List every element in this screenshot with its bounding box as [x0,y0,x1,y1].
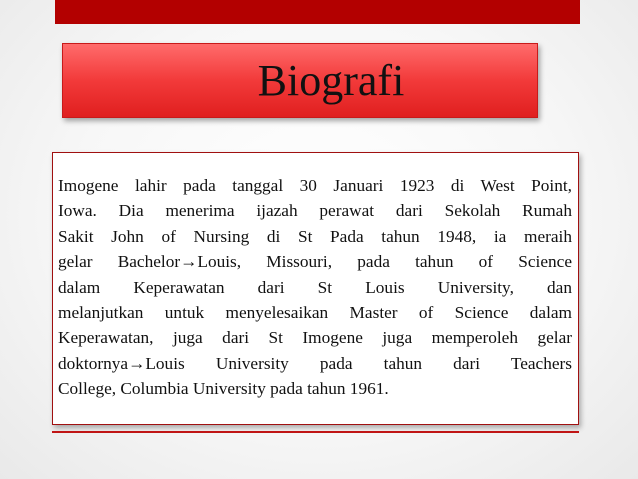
paragraph-line: Imogene lahir pada tanggal 30 Januari 1923 di West Point, [58,176,572,195]
biography-paragraph [58,173,572,402]
paragraph-line: College, Columbia University pada tahun 1961. [58,379,389,399]
paragraph-line: melanjutkan untuk menyelesaikan Master of Science dalam [58,303,572,323]
paragraph-line: dalam Keperawatan dari St Louis University, dan [58,277,572,297]
top-accent-band [55,0,580,24]
paragraph-line: Keperawatan, juga dari St Imogene juga memperoleh gelar [58,328,572,348]
bottom-divider [52,431,579,433]
slide-title: Biografi [257,55,405,105]
paragraph-line: doktornya→Louis University pada tahun dari Teachers [58,353,572,373]
content-box [52,152,579,425]
paragraph-line: Sakit John of Nursing di St Pada tahun 1948, ia meraih [58,226,572,246]
title-box [62,43,538,118]
paragraph-line: gelar Bachelor→Louis, Missouri, pada tahun of Science [58,252,572,272]
paragraph-line: Iowa. Dia menerima ijazah perawat dari Sekolah Rumah [58,201,572,221]
